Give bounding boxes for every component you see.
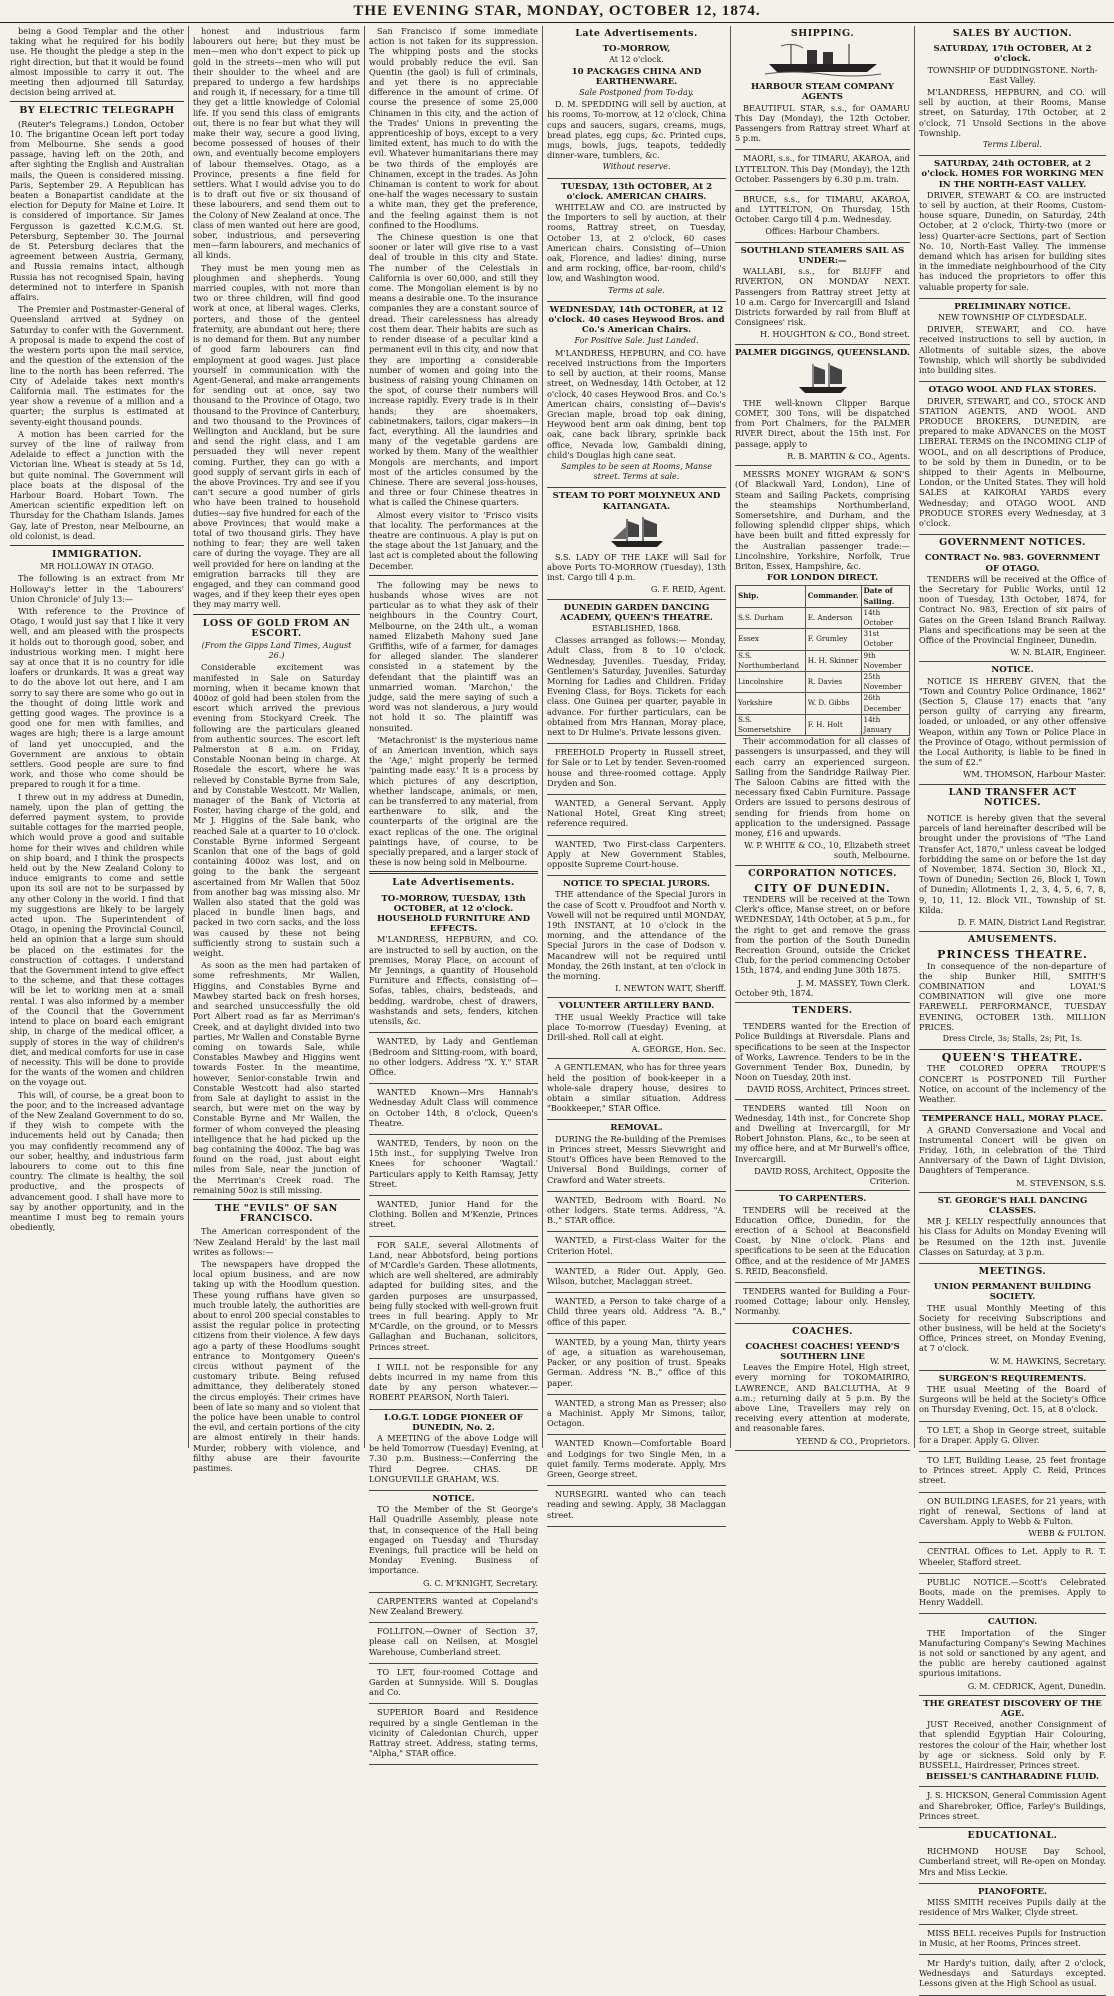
advertisement [919,1843,1106,1884]
column-2 [189,26,365,1474]
ad-text: CENTRAL Offices to Let. Apply to R. T. Wheeler, Stafford street. [919,1546,1106,1567]
advertisement [735,881,910,1003]
advertisement [547,998,726,1059]
ad-text: TENDERS wanted for Building a Four-roomed Cottage; labour only. Hensley, Normanby. [735,1285,910,1317]
ad-text: A MEETING of the above Lodge will be held Tomorrow (Tuesday) Evening, at 7.30 p.m. Business:—Conferring the Third Degree. CHAS. DE LONGUEVILLE GRAHAM, W.S. [369,1433,538,1484]
section-heading: TENDERS. [792,1005,853,1017]
ad-text: DURING the Re-building of the Premises in Princes street, Messrs Sievwright and Stout's Offices have been Removed to the Universal Bond Buildings, corner of Crawford and Water streets. [547,1133,726,1185]
ad-title: TO-MORROW, [602,44,671,55]
section-heading: Late Advertisements. [575,28,698,39]
advertisement [919,299,1106,382]
table-header: Ship. [736,586,806,607]
table-header: Commander. [805,586,861,607]
advertisement [919,1884,1106,1925]
ad-note: Offices: Harbour Chambers. [765,226,880,236]
divider [193,1199,360,1200]
table-cell: Lincolnshire [736,671,806,692]
ad-text: WANTED, Tenders, by noon on the 15th inst., for supplying Twelve Iron Knees for schooner 'Wagtail.' Particulars apply to Keith Ramsay, Jetty Street. [369,1137,538,1189]
ad-text: TO LET, Building Lease, 25 feet frontage to Princes street. Apply C. Reid, Princes street. [919,1454,1106,1486]
ad-text: In consequence of the non-departure of the ship Bunker Hill, SMITH'S COMBINATION and LOYAL'S COMBINATION will give one more FAREWELL PERFORMANCE, TUESDAY EVENING, OCTOBER 13th. MILLION PRICES. [919,960,1106,1032]
ad-subtitle: At 12 o'clock. [609,55,664,65]
advertisement [369,1410,538,1491]
advertisement [919,1371,1106,1422]
ad-text: TENDERS wanted for the Erection of Police Buildings at Riversdale. Plans and specifications to be seen at the Inspector of Works, Lawrence. Tenders to be in the Government Tender Box, Dunedin, by Noon on Tuesday, 20th inst. [735,1021,910,1083]
ad-signature: W. P. WHITE & CO., 10, Elizabeth street south, Melbourne. [744,840,910,861]
ad-title: UNION PERMANENT BUILDING SOCIETY. [933,1282,1092,1303]
sailing-ship-icon [607,515,667,549]
table-cell: Essex [736,629,806,650]
ad-title: COACHES! COACHES! YEEND'S SOUTHERN LINE [745,1341,900,1362]
ad-text: Their accommodation for all classes of passengers is unsurpassed, and they will each carry an experienced surgeon. Sailing from the Sandridge Railway Pier. The Saloon Cabins are fitted with the necessary fixed Cabin Furniture. Passage Orders are issued to persons desirous of sending for friends from home on application to the undersigned. Passage money, £16 and upwards. [735,736,910,838]
divider [369,871,538,874]
article-text: 'Metachronist' is the mysterious name of an American invention, which says the 'Age,' might properly be termed 'painting made easy.' It is a process by which pictures of any description, whether landscape, animals, or men, can be transferred to any material, from earthenware to silk, and the counterparts of the original are the exact replicas of the one. The original paintings have, of course, to be specially prepared, and a larger stock of these is now being sold in Melbourne. [369,734,538,868]
advertisement [547,41,726,178]
ad-signature: W. N. BLAIR, Engineer. [1010,647,1106,658]
ad-subtitle: BEISSEL'S CANTHARADINE FLUID. [925,1772,1100,1783]
ad-title: CAUTION. [987,1617,1038,1628]
ad-signature: WEBB & FULTON. [1028,1528,1106,1539]
advertisement [919,382,1106,535]
ad-text: WANTED, a General Servant. Apply National Hotel, Great King street; reference required. [547,798,726,829]
advertisement [547,1435,726,1486]
ad-text: DRIVER, STEWART, and CO. have received instructions to sell by auction, in Allotments of suitable sizes, the above Township, which will shortly be subdivided into building sites. [919,324,1106,376]
ad-text: THE usual Meeting of the Board of Surgeons will be held at the Society's Office on Thursday Evening, Oct. 15, at 8 o'clock. [919,1383,1106,1415]
ad-title: ST. GEORGE'S HALL DANCING CLASSES. [937,1195,1088,1216]
ad-text: BRUCE, s.s., for TIMARU, AKAROA, and LYTTELTON, On Thursday, 15th October. Cargo till 4 p.m. Wednesday. [735,194,910,225]
ad-title: TEMPERANCE HALL, MORAY PLACE. [921,1114,1104,1125]
advertisement [369,1196,538,1237]
advertisement [919,1574,1106,1615]
advertisement [919,1422,1106,1452]
ad-text: FOR SALE, several Allotments of Land, near Abbotsford, being portions of M'Cardle's Garden. These allotments, which are well sheltered, are admirably adapted for building sites, and the garden purposes are unsurpassed, being fully stocked with well-grown fruit trees in full bearing. Apply to Mr M'Cardle, on the ground, or to Messrs Gallaghan and Buchanan, solicitors, Princes street. [369,1239,538,1352]
advertisement [369,1359,538,1410]
section-source: (From the Gipps Land Times, August 26.) [201,640,352,661]
column-3 [365,26,543,1759]
section-heading: AMUSEMENTS. [967,934,1058,946]
ad-text: TO the Member of the St George's Hall Quadrille Assembly, please note that, in consequence of the Hall being engaged on Tuesday and Thursday Evenings, full practice will be held on Monday Evening. Business of importance. [369,1504,538,1576]
ad-text: WANTED, a strong Man as Presser; also a Machinist. Apply Mr Simons, tailor, Octagon. [547,1397,726,1429]
ad-title: OTAGO WOOL AND FLAX STORES. [928,385,1097,396]
section-heading: MEETINGS. [978,1265,1047,1277]
ad-text: CARPENTERS wanted at Copeland's New Zealand Brewery. [369,1595,538,1617]
table-cell: F. H. Holt [805,714,861,735]
table-cell: S.S. Somersetshire [736,714,806,735]
advertisement [735,345,910,466]
ad-text: I WILL not be responsible for any debts incurred in my name from this date by any person whatever.— ROBERT PEARSON, North Taieri. [369,1361,538,1403]
ad-signature: YEEND & CO., Proprietors. [796,1435,910,1446]
advertisement [547,836,726,877]
ad-text: TENDERS wanted till Noon on Wednesday, 14th inst., for Concrete Shop and Dwelling at Invercargill, for Mr Robert Johnston. Plans, &c., to be seen at my office here, and at Mr Burwell's office, Invercargill. [735,1102,910,1164]
ad-text: MESSRS MONEY WIGRAM & SON'S (Of Blackwall Yard, London), Line of Steam and Sailing Packets, comprising the steamships Northumberland, Somersetshire, and Durham, and the following splendid clipper ships, which have been built and fitted expressly for the Australian passenger trade:—Lincolnshire, Yorkshire, Norfolk, True Briton, Essex, Hampshire, &c. [735,469,910,571]
ad-title: NOTICE. [991,665,1034,676]
advertisement [919,810,1106,932]
article-text: The following is an extract from Mr Holloway's letter in the 'Labourers' Union Chronicle' of July 13:— [10,573,184,604]
table-row [736,714,910,735]
article-text: Almost every visitor to 'Frisco visits that locality. The performances at the theatre are continuous. A play is put on the stage about the 1st January, and the last act is completed about the following December. [369,509,538,571]
divider [10,545,184,546]
table-cell: S.S. Durham [736,607,806,628]
advertisement [369,1033,538,1084]
advertisement [369,1664,538,1705]
ad-signature: R. B. MARTIN & CO., Agents. [787,450,910,461]
section-heading: SALES BY AUCTION. [952,28,1073,39]
ad-text: MISS BELL receives Pupils for Instruction in Music, at her Rooms, Princes street. [919,1927,1106,1948]
ad-signature: WM. THOMSON, Harbour Master. [963,769,1106,780]
ad-text: D. M. SPEDDING will sell by auction, at his rooms, To-morrow, at 12 o'clock, China cups and saucers, sugars, creams, mugs, bread plates, egg cups, &c. Printed cups, mugs, bowls, jugs, teapots, teddedly dinner-ware, tumblers, &c. [547,99,726,161]
section-heading: EDUCATIONAL. [967,1830,1058,1842]
advertisement [547,1232,726,1262]
ad-subtitle: TOWNSHIP OF DUDDINGSTONE. North-East Valley. [927,65,1098,85]
section-subheading: MR HOLLOWAY IN OTAGO. [40,562,154,572]
ad-text: M'LANDRESS, HEPBURN, and CO. will sell by auction, at their Rooms, Manse street, on Saturday, 17th October, at 2 o'clock, 71 Unsold Sections in the above Township. [919,87,1106,138]
advertisement [919,1696,1106,1788]
ad-text: MR J. KELLY respectfully announces that his Class for Adults on Monday Evening will be Resumed on the 12th inst. Juvenile Classes on Saturday, at 3 p.m. [919,1216,1106,1257]
advertisement [919,1493,1106,1544]
ad-text: THE well-known Clipper Barque COMET, 300 Tons, will be dispatched from Port Chalmers, for the PALMER RIVER Direct, about the 15th inst. For passage, apply to [735,397,910,449]
advertisement [547,1486,726,1527]
ad-title: I.O.G.T. LODGE PIONEER OF DUNEDIN, No. 2. [384,1412,523,1433]
advertisement [547,600,726,745]
article-text: This will, of course, be a great boon to the poor, and to the increased advantage of the New Zealand Government to do so, if they wish to compete with the inducements held out by Canada; then you may confidently recommend any of our sober, healthy, and industrious farm labourers to come out to this fine country. The climate is healthy, the soil productive, and the prospects of advancement good. I shall have more to say by another opportunity, and in the meantime I must beg to remain yours obediently, [10,1089,184,1233]
article-text: As soon as the men had partaken of some refreshments, Mr Wallen, Higgins, and Constables Byrne and Mawbey started back on fresh horses, and searched unsuccessfully the old Port Albert road as far as Merriman's Creek, and at daylight divided into two parties, Mr Wallen and Constable Byrne coming on towards Sale, while Constables Mawbey and Higgins went towards Foster. In the meantime, however, Senior-constable Irwin and Constable Westcott had also started from Sale at daylight to assist in the search, but were met on the way by Constable Byrne and Mr Wallen, the former of whom conveyed the pleasing intelligence that he had picked up the bag containing the 400oz. The bag was found on the road, just about eight miles from Sale, near the junction of the Merriman's Creek road. The remaining 50oz is still missing. [193,960,360,1195]
advertisement [919,1452,1106,1493]
article-text: The newspapers have dropped the local opium business, and are now taking up with the Hoodlum question. These young ruffians have given so much trouble lately, the authorities are about to enrol 200 special constables to assist the regular police in protecting citizens from their violence. A few days ago a party of these Hoodlums sought entrance to Montgomery Queen's circus without payment of the customary tribute. Being refused admittance, they deliberately stoned the circus employés. Their crimes have been of late so many and so violent that the police have been unable to control the evil, and certain portions of the city are almost entirely in their hands. Murder, robbery with violence, and filthy abuse are their favourite pastimes. [193,1258,360,1474]
ad-title: SOUTHLAND STEAMERS SAIL AS UNDER:— [740,245,905,267]
ad-text: A GRAND Conversazione and Vocal and Instrumental Concert will be given on Friday, 16th, in celebration of the Third Anniversary of the Dawn of Light Division, Daughters of Temperance. [919,1124,1106,1176]
ad-signature: J. M. MASSEY, Town Clerk. [797,977,910,988]
ad-text: ON BUILDING LEASES, for 21 years, with right of renewal, Sections of land at Caversham. Apply to Webb & Fulton. [919,1495,1106,1526]
advertisement [369,891,538,1034]
ad-title: TO-MORROW, TUESDAY, 13th OCTOBER, at 12 o'clock. [381,893,526,914]
ad-title: PALMER DIGGINGS, QUEENSLAND. [735,347,910,358]
advertisement [369,1623,538,1664]
ad-text: JUST Received, another Consignment of that splendid Egyptian Hair Colouring, restores the colour of the Hair, whether lost by age or sickness. Sold only by F. BUSSELL, Hairdresser, Princes street. [919,1719,1106,1771]
section-heading: THE "EVILS" OF SAN FRANCISCO. [215,1202,338,1225]
ad-subtitle: NEW TOWNSHIP OF CLYDESDALE. [938,313,1087,323]
ad-title: PRELIMINARY NOTICE. [954,301,1071,312]
ad-signature: G. C. M'KNIGHT, Secretary. [423,1577,538,1588]
ad-text: NOTICE IS HEREBY GIVEN, that the "Town and Country Police Ordinance, 1862" (Section 5, Clause 17) enacts that "any person guilty of carrying any firearm, loaded, or unloaded, or any other offensive Weapon, within any Town or Police Place in the Province of Otago, without permission of the Local Authority, is liable to be fined in the sum of £2." [919,675,1106,768]
ad-title: REMOVAL. [610,1123,663,1134]
advertisement [919,550,1106,662]
ad-text: WANTED Known—Comfortable Board and Lodgings for two Single Men, in a quiet family. Terms moderate. Apply, Mrs Green, George street. [547,1438,726,1479]
section-heading: LOSS OF GOLD FROM AN ESCORT. [202,617,351,639]
advertisement [547,1263,726,1293]
ad-text: THE Importation of the Singer Manufacturing Company's Sewing Machines is not sold or sanctioned by any agent, and the public are hereby cautioned against spurious imitations. [919,1627,1106,1679]
ad-text: FOLLITON.—Owner of Section 37, please call on Neilsen, at Mosgiel Warehouse, Cumberland street. [369,1626,538,1657]
ad-signature: DAVID ROSS, Architect, Princes street. [746,1084,910,1095]
section-heading: CORPORATION NOTICES. [748,867,897,879]
ad-text: WANTED, Bedroom with Board. No other lodgers. State terms. Address, "A. B.," STAR office. [547,1194,726,1226]
ad-text: RICHMOND HOUSE Day School, Cumberland street, will Re-open on Monday. Mrs and Miss Leckie. [919,1846,1106,1877]
column-5 [731,26,915,1448]
advertisement [547,1293,726,1334]
advertisement [735,1339,910,1451]
ad-note: Terms at sale. [608,285,665,295]
ad-text: WANTED, by a young Man, thirty years of age, a situation as warehouseman, Packer, or any position of trust. Speaks German. Address "N. B.," office of this paper. [547,1336,726,1388]
table-cell: 14th October [861,607,909,628]
ad-text: M'LANDRESS, HEPBURN, and CO. are instructed to sell by auction, on the premises, Moray Place, on account of Mr Jennings, a quantity of Household Furniture and Effects, consisting of—Sofas, tables, chairs, bedsteads, and bedding, wardrobe, chest of drawers, washstands and sets, fenders, kitchen utensils, &c. [369,934,538,1027]
advertisement [369,1593,538,1623]
advertisement [735,1018,910,1099]
ad-text: MAORI, s.s., for TIMARU, AKAROA, and LYTTELTON. This Day (Monday), the 12th October. Passengers by 6.30 p.m. train. [735,153,910,184]
section-heading: COACHES. [792,1325,853,1337]
article-text: The American correspondent of the 'New Zealand Herald' by the last mail writes as follows:— [193,1226,360,1257]
ad-subtitle: FOR LONDON DIRECT. [766,573,879,584]
ad-note: Sale Postponed from To-day. [579,88,694,98]
table-cell: 9th November [861,650,909,671]
advertisement [735,1191,910,1283]
advertisement [547,795,726,836]
ad-text: SUPERIOR Board and Residence required by a single Gentleman in the vicinity of Caledonian Church, upper Rattray street. Address, stating terms, "Alpha," STAR office. [369,1707,538,1759]
advertisement [547,1120,726,1191]
table-row [736,650,910,671]
ad-text: PUBLIC NOTICE.—Scott's Celebrated Boots, made on the premises. Apply to Henry Waddell. [919,1576,1106,1608]
table-cell: S.S. Northumberland [736,650,806,671]
ad-text: TENDERS will be received at the Office of the Secretary for Public Works, until 12 noon of Tuesday, 13th October, 1874, for Contract No. 983, Erection of six pairs of Gates on the Green Island Branch Railway. Plans and specifications may be seen at the Office of the Provincial Engineer, Dunedin. [919,573,1106,645]
section-heading: SHIPPING. [790,28,855,39]
ad-text: DRIVER, STEWART & CO. are instructed to sell by auction, at their Rooms, Custom-house square, Dunedin, on Saturday, 24th October, at 2 o'clock, Thirty-two (more or less) Quarter-acre Sections, part of Section No. 10, North-East Valley. The immense demand which has arisen for building sites in the immediate neighbourhood of the City has induced the proprietors to offer this valuable property for sale. [919,189,1106,292]
ad-title: NOTICE TO SPECIAL JURORS. [562,879,710,890]
ad-note: Samples to be seen at Rooms, Manse street. Terms at sale. [560,461,713,482]
advertisement [919,1925,1106,1955]
ad-signature: G. F. REID, Agent. [650,584,726,595]
ad-signature: G. M. CEDRICK, Agent, Dunedin. [967,1680,1106,1691]
article-text: being a Good Templar and the other taking what he required for his bodily use. He thought the pledge a step in the right direction, but that it would be found almost impossible to carry it out. The meeting then adjourned till Saturday, decision being arrived at. [10,26,184,98]
advertisement [547,1395,726,1436]
divider [369,575,538,576]
ad-signature: W. M. HAWKINS, Secretary. [990,1355,1106,1366]
article-text: I threw out in my address at Dunedin, namely, upon the plan of getting the deferred payment system, to provide suitable cottages for the married people, which would prove a good and suitable home for their wives and children while on ship board, and I think the prospects held out by the New Zealand Colony to induce emigrants to come and settle upon its soil are not to be surpassed by any other Colony in the world. I find that my suggestions are likely to be largely acted upon. The Superintendent of Otago, in opening the Provincial Council, held an opinion that a large sum should be placed on the estimates for the construction of cottages. I understand that the Government intend to give effect to the scheme, and that these cottages will be let to working men at a small rental. I was also informed by a member of the Council that the Government intend to place on board each emigrant ship, in charge of the medical officer, a supply of stores in the way of children's diet, and medical comforts for use in case of necessity. This will be done to provide for the wants of the women and children on the voyage out. [10,791,185,1088]
advertisement [369,1491,538,1593]
table-cell: 14th January [861,714,909,735]
ad-text: DRIVER, STEWART, and CO., STOCK AND STATION AGENTS, AND WOOL AND PRODUCE BROKERS, DUNEDIN, are prepared to make ADVANCES on the MOST LIBERAL TERMS on the INCOMING CLIP of WOOL, and on all descriptions of Produce, to be sold by them in Dunedin, or to be shipped to their Agents in Melbourne, London, or the United States. They will hold SALES at KAIKORAI YARDS every Wednesday; and OTAGO WOOL AND PRODUCE STORES every Wednesday, at 3 o'clock. [919,395,1106,528]
article-text: The following may be news to husbands whose wives are not particular as to what they ask of their neighbours in the Country Court, Melbourne, on the 24th ult., a woman named Elizabeth Mahony sued Jane Griffiths, wife of a farmer, for damages for alleged slander. The slanderer consisted in a statement by the defendant that the plaintiff was an unmarried woman. 'Marchon,' the judge, said the mere saying of such a word was not slanderous, a jury would not hold it so. The plaintiff was nonsuited. [369,579,538,733]
ad-text: Mr Hardy's tuition, daily, after 2 o'clock, Wednesdays and Saturdays excepted. Lessons given at the High School as usual. [919,1957,1106,1989]
divider [193,614,360,615]
advertisement [919,1543,1106,1573]
ad-text: S.S. LADY OF THE LAKE will Sail for above Ports TO-MORROW (Tuesday), 13th inst. Cargo till 4 p.m. [547,551,726,583]
ad-text: TENDERS will be received at the Town Clerk's office, Manse street, on or before WEDNESDAY, 14th October, at 5 p.m., for the right to get and remove the grass from the portion of the South Dunedin Recreation Ground, outside the Cricket Club, for the period commencing October 15th, 1874, and ending June 30th 1875. [735,894,910,976]
table-header-row [736,586,910,607]
ad-text: WANTED, Junior Hand for the Clothing. Bollen and M'Kenzie, Princes street. [369,1198,538,1230]
ad-text: TO LET, a Shop in George street, suitable for a Draper. Apply G. Oliver. [919,1424,1106,1445]
table-cell: F. Grumley [805,629,861,650]
sailing-ship-icon [795,361,851,395]
ad-title: SATURDAY, 17th OCTOBER, At 2 o'clock. [933,44,1092,65]
section-heading: GOVERNMENT NOTICES. [939,537,1086,549]
newspaper-masthead [0,0,1114,23]
ad-text: THE attendance of the Special Jurors in the case of Scott v. Proudfoot and North v. Vowell will not be required until MONDAY, 19th INSTANT, at 10 o'clock in the morning, and the attendance of the Special Jurors in the case of Dodson v. Macandrew will not be required until Monday, the 26th instant, at ten o'clock in the morning. [547,889,726,982]
table-cell: E. Anderson [805,607,861,628]
ad-subtitle: HOUSEHOLD FURNITURE AND EFFECTS. [376,914,531,935]
ad-title: SATURDAY, 24th OCTOBER, at 2 o'clock. HOMES FOR WORKING MEN IN THE NORTH-EAST VALLEY. [921,159,1104,190]
advertisement [919,1787,1106,1828]
advertisement [369,1704,538,1765]
masthead-title: THE EVENING STAR, MONDAY, OCTOBER 12, 1874. [353,3,761,19]
article-text: Considerable excitement was manifested in Sale on Saturday morning, when it became known that 400oz of gold had been stolen from the escort which arrived the previous evening from Stockyard Creek. The following are the particulars gleaned from authentic sources. The escort left Palmerston at 8 a.m. on Friday, Constable Noonan being in charge. At Rosedale the escort, where he was relieved by Constable Byrne from Sale, and by Constable Westcott. Mr Wallen, manager of the Bank of Victoria at Foster, having charge of the gold, and Mr J. Higgins of the Sale bank, who reached Sale at a quarter to 10 o'clock. Constable Byrne informed Sergeant Scanlon that one of the bags of gold containing 400oz was lost, and on going to the bank the sergeant ascertained from Mr Wallen that 50oz from another bag was missing also. Mr Wallen also stated that the gold was placed in bundle linen bags, and packed in two corn sacks, and the loss was caused by these not being sufficiently strong to sustain such a weight. [193,662,360,959]
article-text: A motion has been carried for the survey of the line of railway from Adelaide to effect a junction with the Victorian line. Wheat is steady at 5s 1d, but quite nominal. The Government will place boats at the disposal of the Harbour Board. Hobart Town. The American scientific expedition left on Thursday for the Chatham Islands. James Gay, late of Preston, near Melbourne, an old colonist, is dead. [10,428,184,541]
advertisement [547,179,726,302]
column-1 [6,26,189,1448]
column-4 [543,26,731,1520]
ad-text: Classes arranged as follows:— Monday, Adult Class, from 8 to 10 o'clock. Wednesday, Juveniles. Tuesday, Friday, Gentlemen's Saturday, Juveniles. Saturday Morning for Ladies and Children. Friday Evening Class, for Boys. Tickets for each class. One Guinea per quarter, payable in advance. For further particulars, can be obtained from Mrs Hannan, Moray place, next to Dr Hulme's. Private lessons given. [547,635,726,737]
ad-subtitle: ESTABLISHED, 1868. [592,623,681,633]
advertisement [369,1084,538,1135]
advertisement [547,1059,726,1120]
article-text: San Francisco if some immediate action is not taken for its suppression. The whipping posts and the stocks would probably reduce the evil. San Quentin (the gaol) is full of criminals, and yet there is no appreciable difference in the amount of crime. Of course the presence of some 25,000 Chinamen in this city, and the action of the Trades' Unions in preventing the apprenticeship of boys, except to a very limited extent, has much to do with the evil. Whatever humanitarians there may be two thirds of the employés are Chinamen, except in the trades. As John Chinaman is content to work for about one-half the wages necessary to sustain a white man, they get the preference, and the feeling against them is not confined to the Hoodlums. [369,26,538,230]
ad-text: WANTED, a Person to take charge of a Child three years old. Address "A. B.," office of this paper. [547,1296,726,1327]
advertisement [919,1279,1106,1371]
steamship-icon [763,42,883,76]
ad-signature: DAVID ROSS, Architect, Opposite the Criterion. [754,1165,910,1187]
ad-title: HARBOUR STEAM COMPANY AGENTS [750,82,895,103]
ad-title: NOTICE. [432,1494,475,1505]
advertisement [735,1100,910,1192]
advertisement [547,488,726,599]
advertisement [919,1955,1106,1996]
table-cell: 26th December [861,693,909,714]
table-row [736,629,910,650]
advertisement [547,302,726,488]
article-text: The Premier and Postmaster-General of Queensland arrived at Sydney on Saturday to confer with the Government. A proposal is made to expend the cost of the western ports upon the mail service, and the question of the extension of the line to the north has been referred. The City of Adelaide takes next month's California mail. The estimates for the year show a revenue of a million and a quarter; the surplus is estimated at seventy-eight thousand pounds. [10,304,184,427]
ad-text: WANTED Known—Mrs Hannah's Wednesday Adult Class will commence on October 14th, 8 o'clock, Queen's Theatre. [369,1087,538,1128]
advertisement [547,1192,726,1233]
ad-title: CONTRACT No. 983. GOVERNMENT OF OTAGO. [924,553,1101,574]
ad-signature: D. F. MAIN, District Land Registrar. [957,917,1106,928]
section-heading: LAND TRANSFER ACT NOTICES. [948,786,1077,808]
table-cell: W. D. Gibbs [805,693,861,714]
ad-title: VOLUNTEER ARTILLERY BAND. [558,1001,715,1012]
table-cell: Yorkshire [736,693,806,714]
article-text: (Reuter's Telegrams.) London, October 10. The brigantine Ocean left port today from Melbourne. She sends a good passage, having left on the 20th, and after sighting the English and Australian mails, the Queen is considered missing. Paris, September 29. A Republican has beaten a Bonapartist candidate at the election for Deputy for Maine et Loire. It is considered of importance. Sir James Fergusson is gazetted K.C.M.G. St. Petersburg, September 30. The Journal de St. Petersburg declares that the agreement between Austria, Germany, and Russia remains intact, although Russia has not recognised Spain, having determined not to interfere in Spanish affairs. [10,118,184,303]
ad-text: WANTED, by Lady and Gentleman (Bedroom and Sitting-room, with board, no other lodgers. Address "X. Y." STAR Office. [369,1036,538,1077]
advertisement [919,1193,1106,1264]
ad-text: WANTED, a Rider Out. Apply, Geo. Wilson, butcher, Maclaggan street. [547,1265,726,1286]
table-row [736,607,910,628]
advertisement [919,1050,1106,1111]
advertisement [547,876,726,998]
section-heading: BY ELECTRIC TELEGRAPH [19,105,175,117]
advertisement [919,1111,1106,1192]
advertisement [369,1237,538,1359]
ad-text: J. S. HICKSON, General Commission Agent and Sharebroker, Office, Farley's Buildings, Princes street. [919,1790,1106,1821]
sailing-table [735,585,910,736]
ad-text: Leaves the Empire Hotel, High street, every morning for TOKOMAIRIRO, LAWRENCE, AND BALCLUTHA, At 9 a.m.; returning daily at 5 p.m. By the above Line, Travellers may rely on receiving every attention at moderate, and reasonable fares. [735,1362,910,1434]
ad-text: A GENTLEMAN, who has for three years held the position of book-keeper in a whole-sale drapery house, desires to obtain a similar situation. Address "Bookkeeper," STAR Office. [547,1062,726,1114]
ad-text: WALLABI, s.s., for BLUFF and RIVERTON, ON MONDAY NEXT. Passengers from Rattray street Jetty at 10 a.m. Cargo for Invercargill and Island Districts forwarded by rail from Bluff at Consignees' risk. [735,266,910,328]
ad-text: WANTED, a First-class Waiter for the Criterion Hotel. [547,1235,726,1256]
ad-title: DUNEDIN GARDEN DANCING ACADEMY, QUEEN'S THEATRE. [560,602,713,623]
advertisement [919,156,1106,299]
ad-title: PRINCESS THEATRE. [937,948,1088,962]
ad-note: Dress Circle, 3s; Stalls, 2s; Pit, 1s. [942,1034,1083,1044]
advertisement [735,150,910,191]
ad-signature: M. STEVENSON, S.S. [1016,1177,1106,1188]
ad-signature: I. NEWTON WATT, Sheriff. [615,983,726,994]
table-row [736,693,910,714]
advertisement [369,1135,538,1196]
article-text: The Chinese question is one that sooner or later will give rise to a vast deal of trouble in this city and State. The number of the Celestials in California is over 60,000, and still they come. The Mongolian element is by no means a desirable one. To the insurance companies they are a constant source of dread. Their carelessness has already cost them dear. Their habits are such as to render disease of a peculiar kind a permanent evil in this city, and now that they are importing a considerable number of women and going into the business of raising young Chinamen on the spot, of course their numbers will increase rapidly. Every trade is in their hands; they are shoemakers, cabinetmakers, tailors, cigar makers—in fact, everything. All the laundries and many of the vegetable gardens are worked by them. Many of the wealthier Mongols are merchants, and import most of the articles consumed by the Chinese. There are several joss-houses, and three or four Chinese theatres in what is called the Chinese quarters. [369,232,538,508]
column-6 [915,26,1110,1989]
advertisement [547,744,726,795]
article-text: With reference to the Province of Otago, I would just say that I like it very well, and am pleased with the prospects it holds out to thorough good, sober, and industrious working men. I might here say at once that it is no country for idle loafers or drunkards. It was a great way to do the above lot out here, and I am sorry to say there are some who go out in the thought of doing little work and getting good wages. The province is a good one for men with families, and wages are high; there is a large amount of land yet unoccupied, and the Government are anxious to obtain settlers. Good people are sure to find work, and those who come should be prepared to rough it for a time. [10,605,184,790]
ad-title: TO CARPENTERS. [778,1194,867,1205]
ad-subtitle: 10 PACKAGES CHINA AND EARTHENWARE. [571,66,702,87]
ad-title: WEDNESDAY, 14th OCTOBER, at 12 o'clock. 40 cases Heywood Bros. and Co.'s American Chairs. [548,304,725,336]
ad-text: TO LET, four-roomed Cottage and Garden at Sunnyside. Will S. Douglas and Co. [369,1666,538,1698]
ad-note: Without reserve. [602,162,671,172]
ad-text: MISS SMITH receives Pupils daily at the residence of Mrs Walker, Clyde street. [919,1897,1106,1918]
ad-title: STEAM TO PORT MOLYNEUX AND KAITANGATA. [552,491,721,512]
section-heading: IMMIGRATION. [52,548,142,560]
advertisement [735,79,910,150]
ad-text: M'LANDRESS, HEPBURN, and CO. have received instructions from the Importers to sell by auction, at their rooms, Manse street, on Wednesday, 14th October, at 12 o'clock, 40 cases Heywood Bros. and Co.'s American chairs, consisting of—Davis's Grecian maple, broad top oak dining, Heywood bent arm oak dining, bent top oak, cane back library, sprinkle back office, Nevada low, Gambaldi dining, child's Douglas high cane seat. [547,347,726,460]
advertisement [735,243,910,345]
table-header: Date of Sailing. [861,586,909,607]
advertisement [919,41,1106,156]
advertisement [735,191,910,243]
ad-title: CITY OF DUNEDIN. [754,881,891,895]
ad-note: Terms Liberal. [983,140,1042,150]
ad-text: THE usual Monthly Meeting of this Society for receiving Subscriptions and other business, will be held at the Society's Office, Princes street, on Monday Evening, at 7 o'clock. [919,1302,1106,1354]
table-cell: H. H. Skinner [805,650,861,671]
ad-text: FREEHOLD Property in Russell street, for Sale or to Let by tender. Seven-roomed house and three-roomed cottage. Apply Dryden and Son. [547,747,726,788]
ad-title: PIANOFORTE. [977,1886,1047,1897]
section-heading: Late Advertisements. [392,877,515,889]
table-cell: 25th November [861,671,909,692]
ad-signature: H. HOUGHTON & CO., Bond street. [760,329,910,340]
advertisement [735,466,910,866]
article-text: honest and industrious farm labourers out here; but they must be men—men who don't expect to pick up gold in the streets—men who will put their shoulder to the wheel and are prepared to undergo a few hardships and rough it, if necessary, for a time till they get a little knowledge of Colonial life. If you send this class of emigrants out, there is no fear but what they will make their way, secure a good living, become possessed of houses of their own, and eventually become employers of labour themselves. Otago, as a Province, presents a fine field for settlers. What I would advise you to do is to draft out five or six thousand of these labourers, and send them out to the Colony of New Zealand at once. The class of men wanted out here are good, sober, industrious, and persevering men—farm labourers, and mechanics of all kinds. [193,26,360,261]
ad-text: NURSEGIRL wanted who can teach reading and sewing. Apply, 38 Maclaggan street. [547,1489,726,1520]
advertisement [735,1283,910,1324]
table-cell: R. Davies [805,671,861,692]
ad-title: THE GREATEST DISCOVERY OF THE AGE. [923,1698,1102,1720]
ad-title: TUESDAY, 13th OCTOBER, At 2 o'clock. AMERICAN CHAIRS. [560,181,713,202]
ad-title: QUEEN'S THEATRE. [941,1051,1084,1065]
article-text: They must be men young men as ploughmen and shepherds. Young married couples, with not more than two or three children, will find good work at once, at liberal wages. Clerks, porters, and those of the genteel fraternity, are abundant out here; there is no demand for them. But any number of good farm labourers can find employment at good wages. Just place yourself in communication with the Agent-General, and make arrangements for sending out at once, say two thousand to the Province of Otago, two thousand to the Province of Canterbury, and two thousand to the Provinces of Wellington and Auckland, but be sure and send the right class, and I am persuaded they will never repent coming. Further, they can go with a good supply of servant girls in each of the above Provinces. Try and see if you can't secure a good number of girls who have been trained to household duties—say five hundred for each of the above Provinces; that would make a total of two thousand girls. They have nothing to fear; they are well taken care of during the voyage. They are all well provided for here on landing at the emigration barracks till they are engaged, and they can command good wages, and if they keep their eyes open they may marry well. [193,262,360,610]
ad-note: For Positive Sale. Just Landed. [574,336,699,346]
ad-title: SURGEON'S REQUIREMENTS. [938,1373,1087,1384]
advertisement [919,947,1106,1050]
ad-text: WANTED, Two First-class Carpenters. Apply at New Government Stables, opposite Supreme Court-house. [547,838,726,870]
newspaper-page [6,26,1110,1989]
ad-signature: A. GEORGE, Hon. Sec. [631,1044,726,1055]
table-row [736,671,910,692]
advertisement [919,1614,1106,1695]
divider [10,101,184,102]
ad-text: NOTICE is hereby given that the several parcels of land hereinafter described will be brought under the provisions of "The Land Transfer Act, 1870," unless caveat be lodged forbidding the same on or before the 1st day of November, 1874. Section 30, Block XI., Town of Dunedin; Section 26, Block I, Town of Dunedin; Allotments 1, 2, 3, 4, 5, 6, 7, 8, 9, 10, 11, 12. Block VII., Township of St. Kilda. [919,813,1106,915]
advertisement [919,662,1106,784]
ad-text: WHITELAW and CO. are instructed by the Importers to sell by auction, at their rooms, Rattray street, on Tuesday, October 13, at 2 o'clock, 60 cases American chairs. Consisting of—Union oak, Florence, and ladies' dining, nurse and arm rocking, office, bar-room, child's low, and Washington wood. [547,202,726,284]
table-cell: 31st October [861,629,909,650]
ad-date: October 9th, 1874. [735,987,814,998]
advertisement [547,1334,726,1395]
ad-text: BEAUTIFUL STAR, s.s., for OAMARU This Day (Monday), the 12th October. Passengers from Rattray street Wharf at 5 p.m. [735,102,910,144]
ad-text: THE usual Weekly Practice will take place To-morrow (Tuesday) Evening, at Drill-shed. Roll call at eight. [547,1011,726,1043]
ad-text: TENDERS will be received at the Education Office, Dunedin, for the erection of a School at Beaconsfield Coast, by Nine o'clock. Plans and specifications to be seen at the Education Office, and at the residence of Mr JAMES S. REID, Beaconsfield. [735,1204,910,1276]
ad-text: THE COLORED OPERA TROUPE'S CONCERT is POSTPONED Till Further Notice, on account of the inclemency of the Weather. [919,1063,1106,1105]
